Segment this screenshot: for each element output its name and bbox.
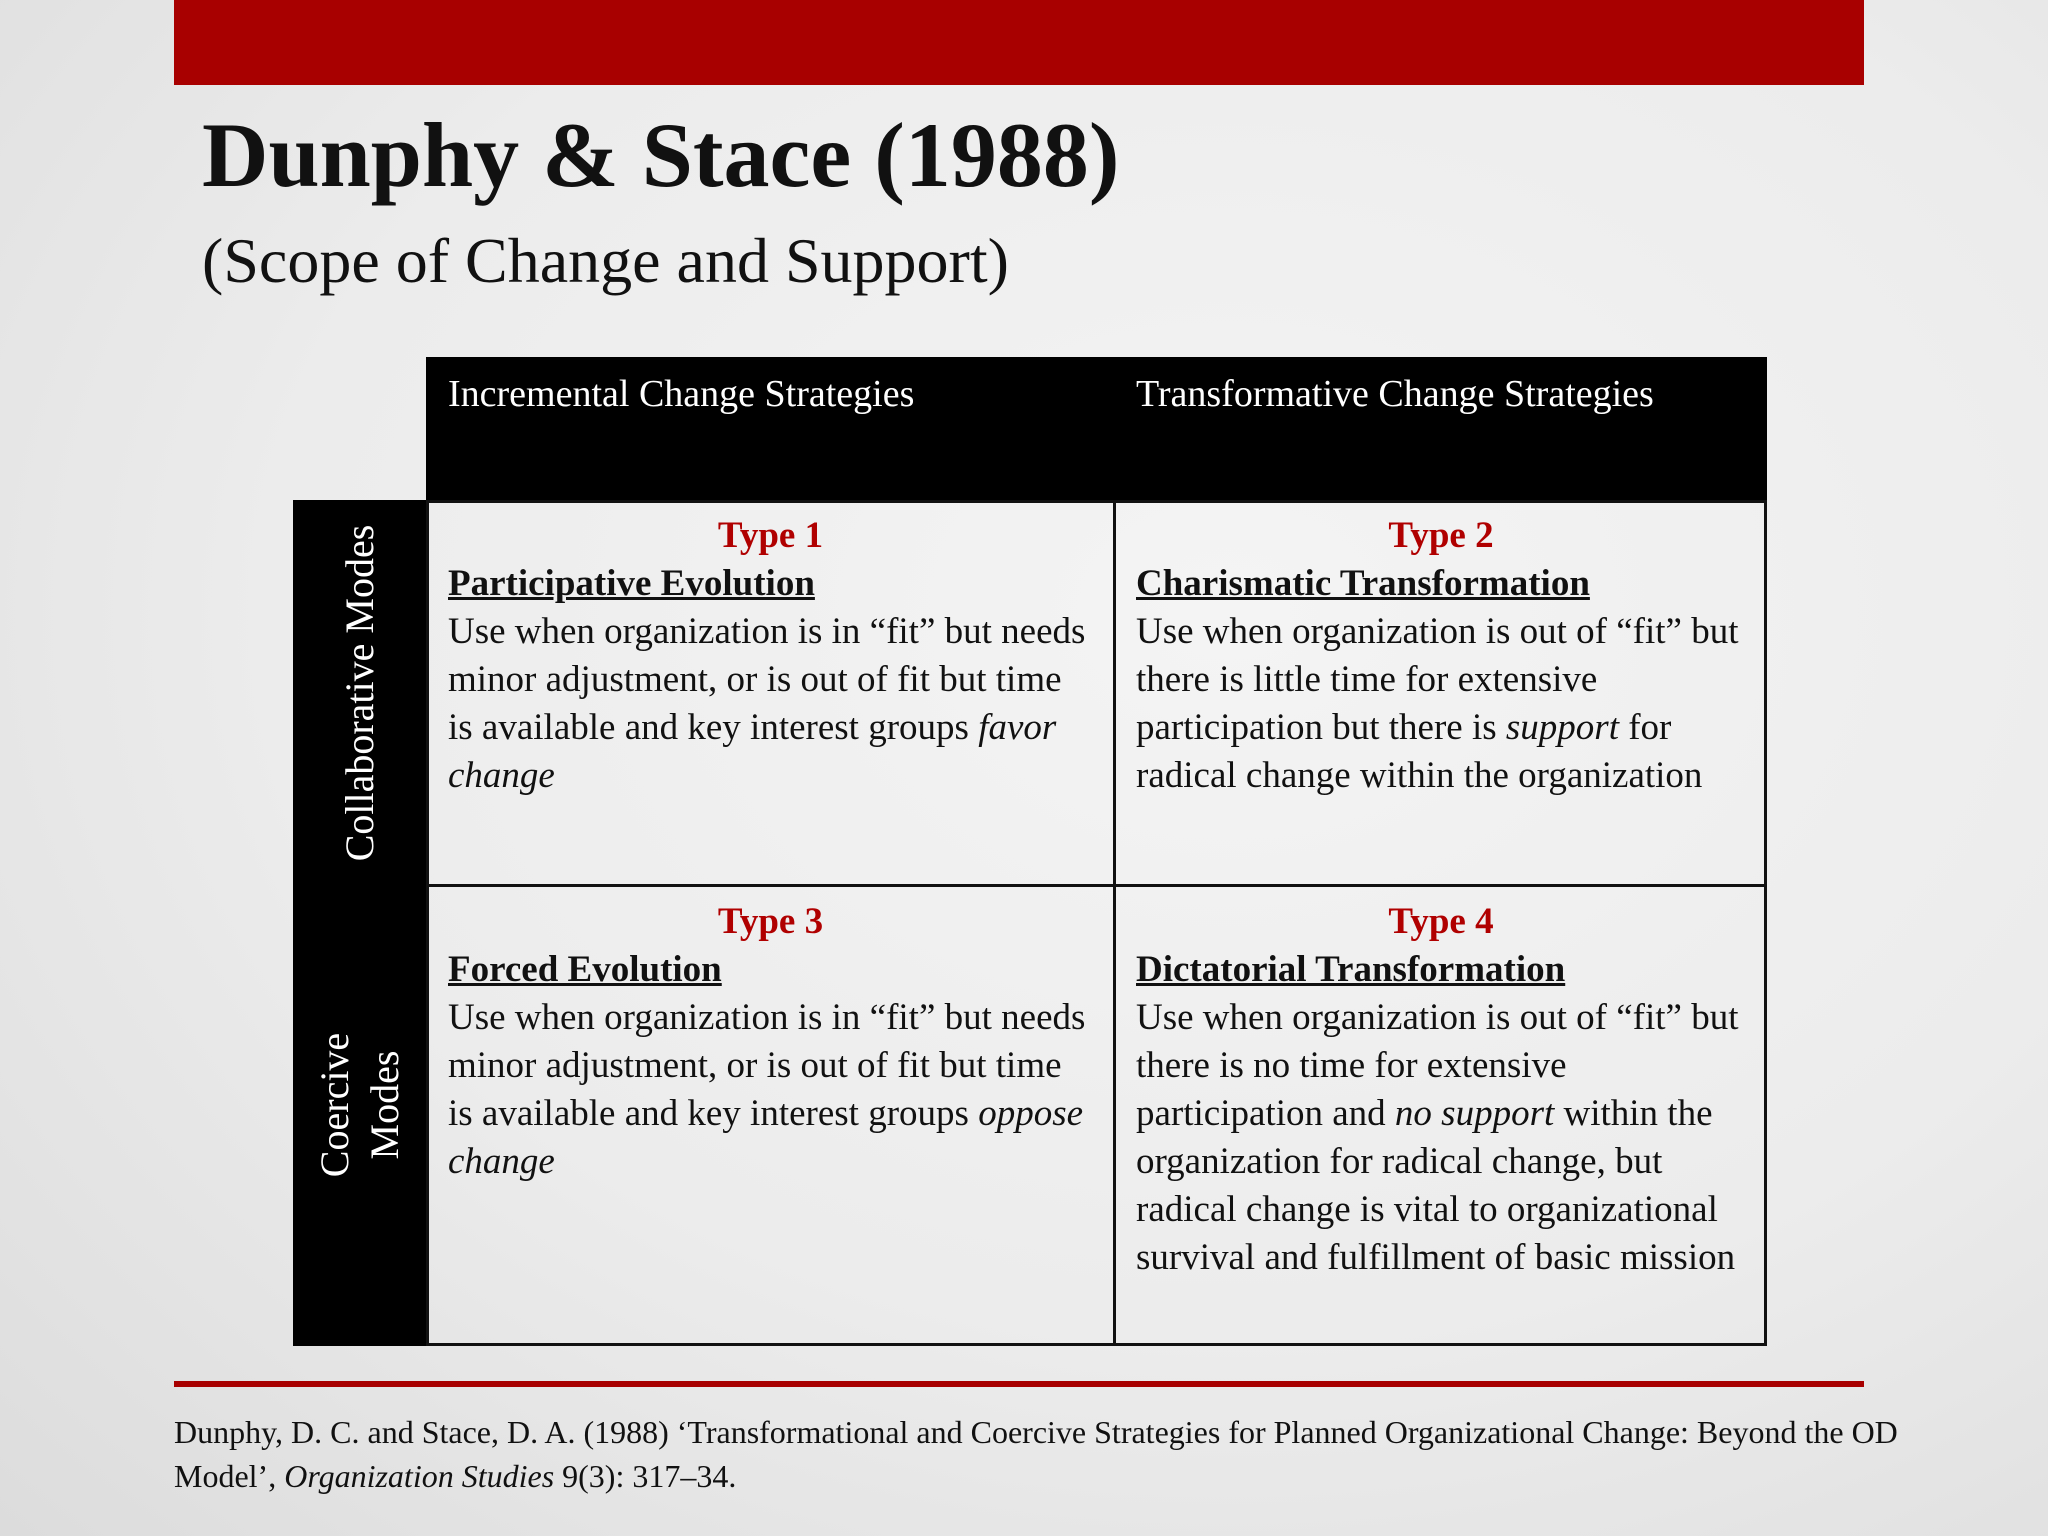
matrix-cell-type-4: [1136, 898, 1746, 1282]
journal-title: Organization Studies: [284, 1458, 555, 1494]
type-description: Use when organization is out of “fit” but there is no time for extensive participation and no support within the organization for radical change, but radical change is vital to organizational survival and fulfillment of basic mission: [1136, 997, 1739, 1278]
type-name: Charismatic Transformation: [1136, 563, 1590, 604]
type-name: Dictatorial Transformation: [1136, 949, 1566, 990]
emphasis-text: no support: [1394, 1093, 1555, 1134]
emphasis-text: support: [1505, 707, 1619, 748]
type-label: Type 3: [717, 901, 824, 942]
citation: Dunphy, D. C. and Stace, D. A. (1988) ‘Transformational and Coercive Strategies for Planned Organizational Change: Beyond the OD Model’, Organization Studies 9(3): 317–34.: [174, 1414, 1898, 1494]
matrix-cell-type-2: [1136, 512, 1746, 800]
type-description: Use when organization is in “fit” but needs minor adjustment, or is out of fit but time is available and key interest groups oppose change: [448, 997, 1086, 1182]
type-label: Type 4: [1388, 901, 1494, 942]
column-header-transformative: Transformative Change Strategies: [1136, 373, 1654, 415]
type-description: Use when organization is out of “fit” but there is little time for extensive participation but there is support for radical change within the organization: [1136, 611, 1739, 796]
type-name: Forced Evolution: [448, 949, 722, 990]
row-header-collaborative-text: Collaborative Modes: [337, 524, 382, 862]
column-header-incremental: Incremental Change Strategies: [448, 373, 915, 415]
row-header-coercive-line-1: Coercive: [312, 1032, 357, 1178]
type-label: Type 1: [717, 515, 824, 556]
slide-title: Dunphy & Stace (1988): [202, 104, 1120, 206]
bottom-accent-rule: [174, 1381, 1864, 1387]
emphasis-text: favor change: [448, 707, 1057, 796]
row-header-coercive-line-2: Modes: [362, 1050, 407, 1160]
emphasis-text: oppose change: [448, 1093, 1084, 1182]
matrix-divider-horizontal: [426, 884, 1767, 887]
row-header-collaborative: [335, 525, 385, 862]
matrix-cell-type-3: [448, 898, 1093, 1186]
type-label: Type 2: [1388, 515, 1494, 556]
top-accent-bar: [174, 0, 1864, 85]
slide-subtitle: (Scope of Change and Support): [202, 225, 1009, 296]
row-header-coercive: [310, 1033, 410, 1177]
matrix-divider-vertical: [1113, 500, 1116, 1346]
matrix-cell-type-1: [448, 512, 1093, 800]
type-name: Participative Evolution: [448, 563, 815, 604]
type-description: Use when organization is in “fit” but needs minor adjustment, or is out of fit but time is available and key interest groups favor change: [448, 611, 1086, 796]
